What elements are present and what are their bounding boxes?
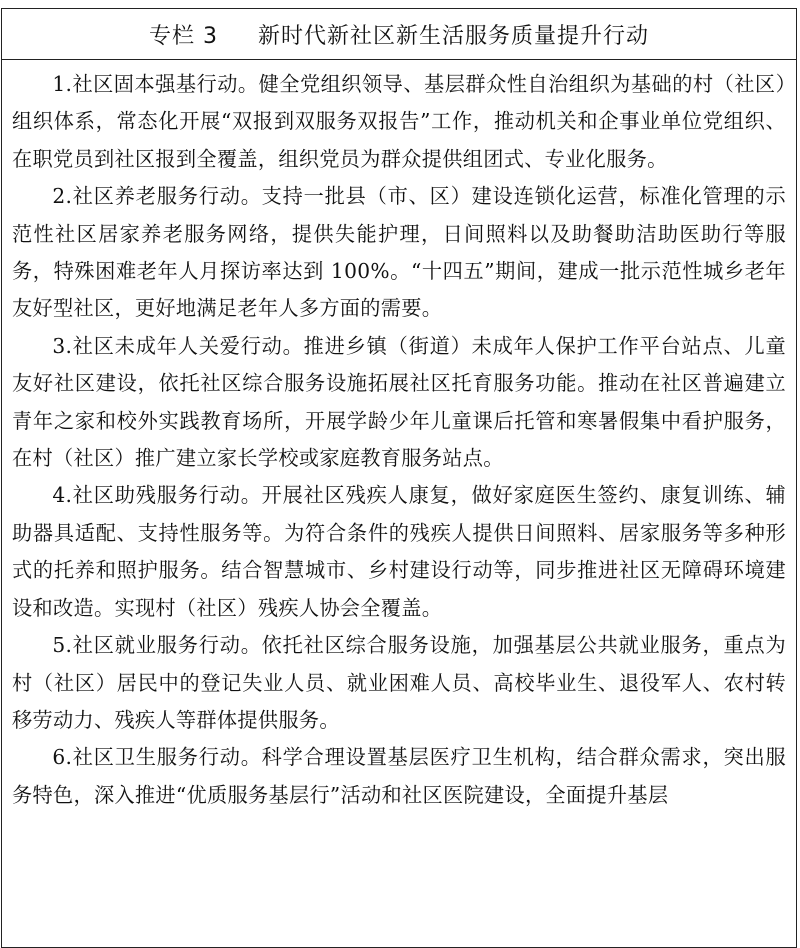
column-box <box>1 8 797 948</box>
paragraph-6: 6.社区卫生服务行动。科学合理设置基层医疗卫生机构，结合群众需求，突出服务特色，深入推进“优质服务基层行”活动和社区医院建设，全面提升基层 <box>12 745 786 807</box>
box-content <box>2 60 796 814</box>
box-title: 新时代新社区新生活服务质量提升行动 <box>257 23 649 49</box>
paragraph-1: 1.社区固本强基行动。健全党组织领导、基层群众性自治组织为基础的村（社区）组织体系，常态化开展“双报到双服务双报告”工作，推动机关和企事业单位党组织、在职党员到社区报到全覆盖，组织党员为群众提供组团式、专业化服务。 <box>12 72 786 171</box>
paragraph-4: 4.社区助残服务行动。开展社区残疾人康复，做好家庭医生签约、康复训练、辅助器具适配、支持性服务等。为符合条件的残疾人提供日间照料、居家服务等多种形式的托养和照护服务。结合智慧城市、乡村建设行动等，同步推进社区无障碍环境建设和改造。实现村（社区）残疾人协会全覆盖。 <box>12 483 786 620</box>
box-label: 专栏 3 <box>148 23 218 49</box>
paragraph-2: 2.社区养老服务行动。支持一批县（市、区）建设连锁化运营，标准化管理的示范性社区居家养老服务网络，提供失能护理，日间照料以及助餐助洁助医助行等服务，特殊困难老年人月探访率达到 100%。“十四五”期间，建成一批示范性城乡老年友好型社区，更好地满足老年人多方面的需要。 <box>12 184 786 321</box>
paragraph-5: 5.社区就业服务行动。依托社区综合服务设施，加强基层公共就业服务，重点为村（社区）居民中的登记失业人员、就业困难人员、高校毕业生、退役军人、农村转移劳动力、残疾人等群体提供服务。 <box>12 633 786 732</box>
paragraph-3: 3.社区未成年人关爱行动。推进乡镇（街道）未成年人保护工作平台站点、儿童友好社区建设，依托社区综合服务设施拓展社区托育服务功能。推动在社区普遍建立青年之家和校外实践教育场所，开展学龄少年儿童课后托管和寒暑假集中看护服务，在村（社区）推广建立家长学校或家庭教育服务站点。 <box>12 333 786 471</box>
box-header <box>2 9 796 60</box>
